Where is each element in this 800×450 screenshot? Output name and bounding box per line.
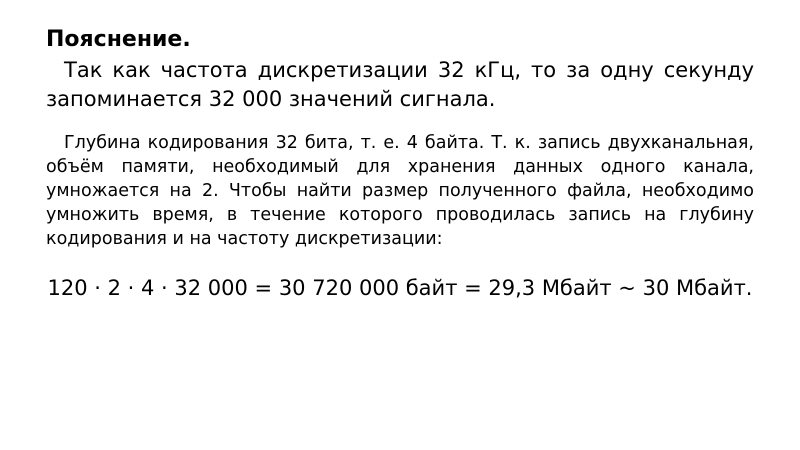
calculation-formula: 120 · 2 · 4 · 32 000 = 30 720 000 байт = 29,3 Мбайт ~ 30 Мбайт. (47, 276, 753, 300)
explanation-heading: Пояснение. (46, 27, 191, 52)
explanation-slide (46, 26, 754, 303)
sampling-rate-paragraph: Так как частота дискретизации 32 кГц, то за одну секунду запоминается 32 000 значений сигнала. (46, 58, 754, 111)
bit-depth-paragraph: Глубина кодирования 32 бита, т. е. 4 байта. Т. к. запись двухканальная, объём памяти, необходимый для хранения данных одного канала, умножается на 2. Чтобы найти размер полученного файла, необходимо умножить время, в течение которого проводилась запись на глубину кодирования и на частоту дискретизации: (46, 133, 754, 249)
